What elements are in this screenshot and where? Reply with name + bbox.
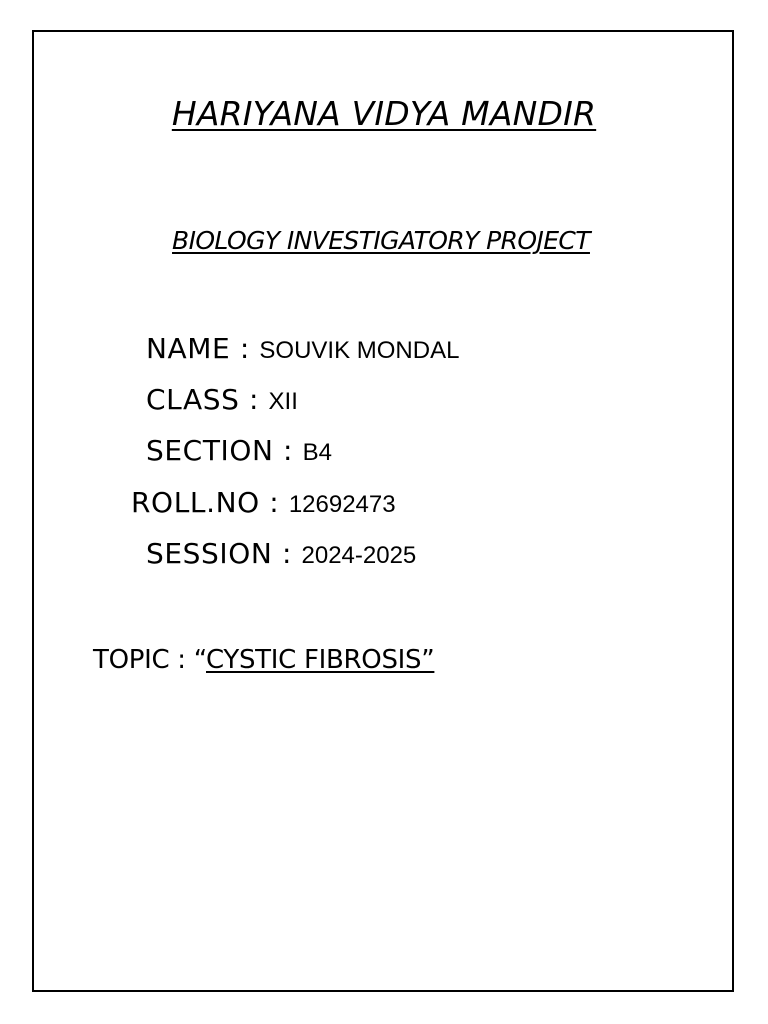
topic-open-quote: “ — [193, 645, 206, 675]
section-row — [146, 434, 332, 467]
topic-line — [93, 645, 434, 675]
name-value: SOUVIK MONDAL — [259, 337, 460, 364]
roll-value: 12692473 — [288, 491, 396, 518]
school-name-text: HARIYANA VIDYA MANDIR — [171, 94, 597, 133]
class-row — [146, 383, 298, 416]
session-value: 2024-2025 — [301, 542, 417, 569]
name-row — [146, 332, 459, 365]
roll-label: ROLL.NO : — [131, 486, 289, 519]
school-name — [0, 94, 768, 133]
section-label: SECTION : — [146, 434, 303, 467]
class-label: CLASS : — [146, 383, 269, 416]
section-value: B4 — [302, 439, 332, 466]
project-title-text: BIOLOGY INVESTIGATORY PROJECT — [172, 226, 590, 255]
class-value: XII — [268, 388, 298, 415]
session-row — [146, 537, 416, 570]
project-title — [0, 226, 762, 255]
session-label: SESSION : — [146, 537, 302, 570]
topic-label: TOPIC : — [93, 645, 194, 675]
name-label: NAME : — [146, 332, 260, 365]
roll-row — [131, 486, 396, 519]
topic-title: CYSTIC FIBROSIS” — [206, 645, 435, 675]
